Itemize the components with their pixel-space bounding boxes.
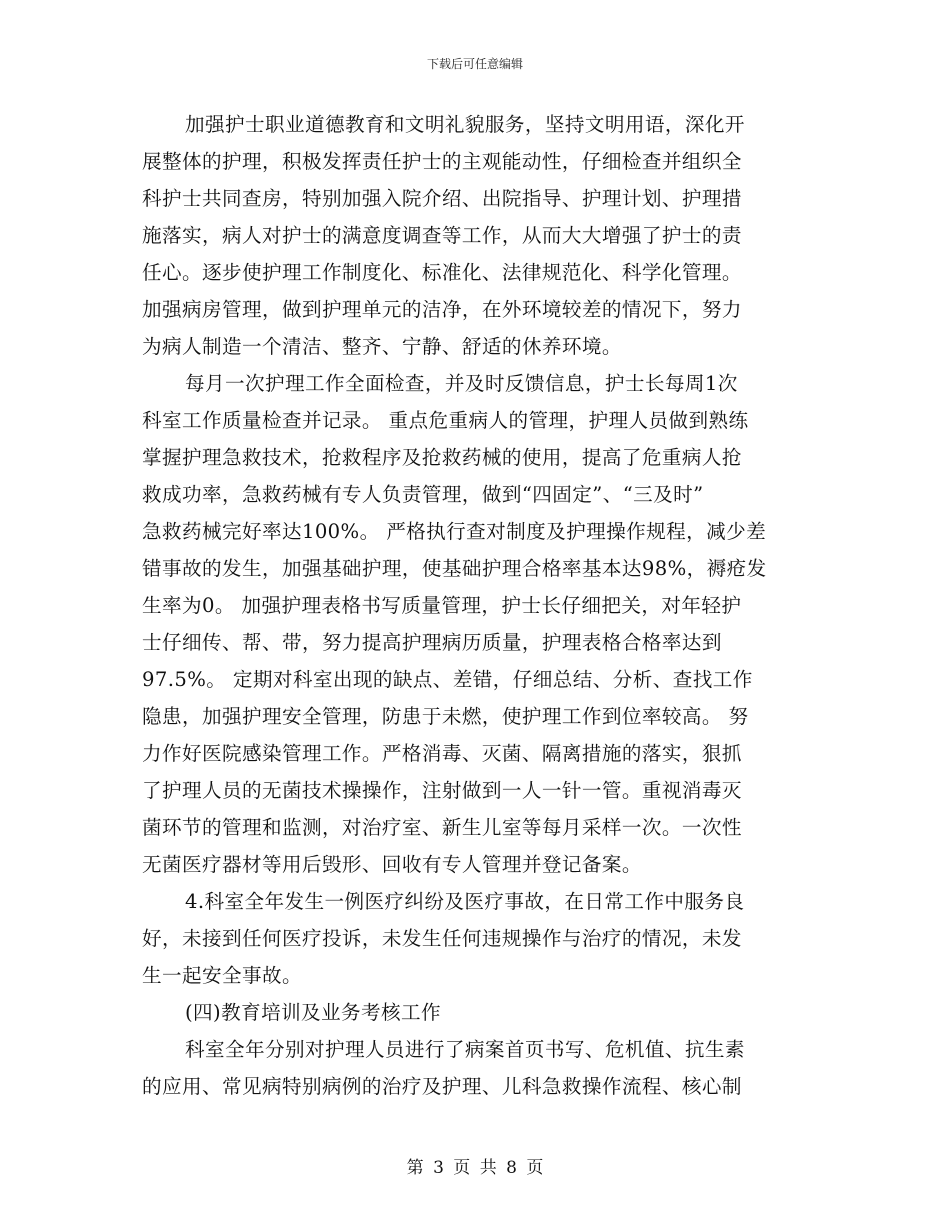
text-line: 掌握护理急救技术，抢救程序及抢救药械的使用，提高了危重病人抢 xyxy=(142,446,742,469)
text-line: 急救药械完好率达100%。 严格执行查对制度及护理操作规程，减少差 xyxy=(142,520,767,543)
document-body xyxy=(142,106,812,1105)
text-line: 错事故的发生，加强基础护理，使基础护理合格率基本达98%，褥疮发 xyxy=(142,557,767,580)
text-line: 加强护士职业道德教育和文明礼貌服务，坚持文明用语，深化开 xyxy=(185,113,745,136)
text-line: 好，未接到任何医疗投诉，未发生任何违规操作与治疗的情况，未发 xyxy=(142,927,742,950)
text-line: 菌环节的管理和监测，对治疗室、新生儿室等每月采样一次。一次性 xyxy=(142,816,742,839)
text-line: 展整体的护理，积极发挥责任护士的主观能动性，仔细检查并组织全 xyxy=(142,150,742,173)
text-line: 生率为0。 加强护理表格书写质量管理，护士长仔细把关，对年轻护 xyxy=(142,594,742,617)
text-line: 科室全年分别对护理人员进行了病案首页书写、危机值、抗生素 xyxy=(185,1038,745,1061)
text-line: 为病人制造一个清洁、整齐、宁静、舒适的休养环境。 xyxy=(142,335,622,358)
text-line: 士仔细传、帮、带，努力提高护理病历质量，护理表格合格率达到 xyxy=(142,631,722,654)
text-line: 施落实，病人对护士的满意度调查等工作，从而大大增强了护士的责 xyxy=(142,224,742,247)
text-line: 97.5%。 定期对科室出现的缺点、差错，仔细总结、分析、查找工作 xyxy=(142,668,753,691)
text-line: 任心。逐步使护理工作制度化、标准化、法律规范化、科学化管理。 xyxy=(142,261,742,284)
text-line: 无菌医疗器材等用后毁形、回收有专人管理并登记备案。 xyxy=(142,853,642,876)
text-line: 了护理人员的无菌技术操操作，注射做到一人一针一管。重视消毒灭 xyxy=(142,779,742,802)
text-line: 生一起安全事故。 xyxy=(142,964,302,987)
text-line: 隐患，加强护理安全管理，防患于未燃，使护理工作到位率较高。 努 xyxy=(142,705,749,728)
text-line: 4.科室全年发生一例医疗纠纷及医疗事故，在日常工作中服务良 xyxy=(185,890,745,913)
text-line: 力作好医院感染管理工作。严格消毒、灭菌、隔离措施的落实，狠抓 xyxy=(142,742,742,765)
text-line: 科室工作质量检查并记录。 重点危重病人的管理，护理人员做到熟练 xyxy=(142,409,749,432)
text-line: 的应用、常见病特别病例的治疗及护理、儿科急救操作流程、核心制 xyxy=(142,1075,742,1098)
page-footer: 第 3 页 共 8 页 xyxy=(406,1158,544,1178)
text-line: 科护士共同查房，特别加强入院介绍、出院指导、护理计划、护理措 xyxy=(142,187,742,210)
text-line: 救成功率，急救药械有专人负责管理，做到“四固定”、“三及时” xyxy=(142,483,704,506)
section-heading: (四)教育培训及业务考核工作 xyxy=(185,1001,442,1024)
page-header: 下载后可任意编辑 xyxy=(426,57,523,71)
text-line: 每月一次护理工作全面检查，并及时反馈信息，护士长每周1次 xyxy=(185,372,738,395)
text-line: 加强病房管理，做到护理单元的洁净，在外环境较差的情况下，努力 xyxy=(142,298,742,321)
